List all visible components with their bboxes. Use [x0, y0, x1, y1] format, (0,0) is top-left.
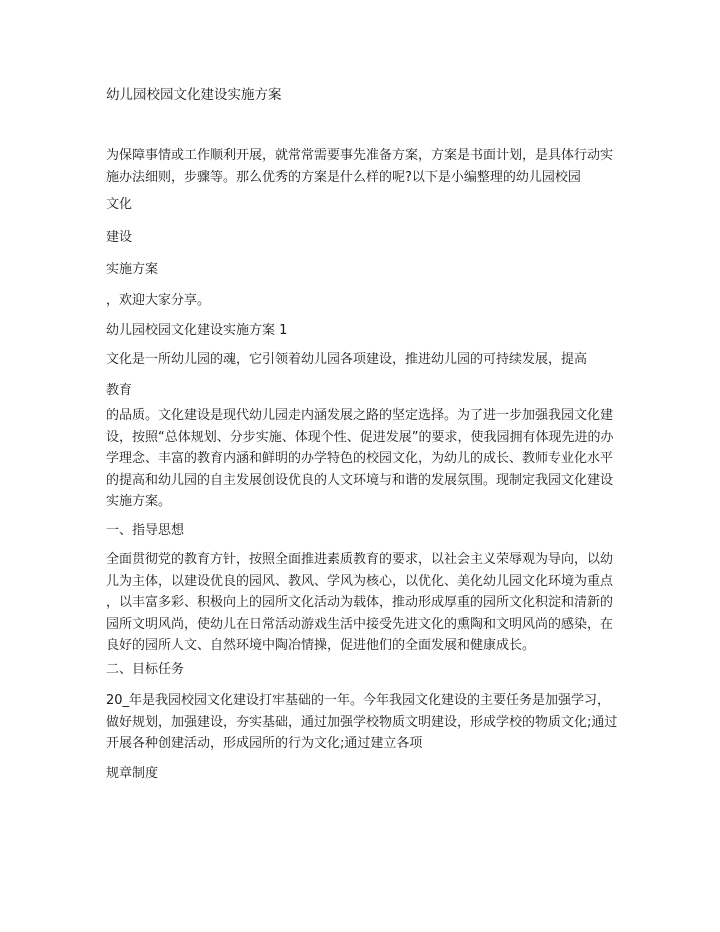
text-line: 园所文明风尚，使幼儿在日常活动游戏生活中接受先进文化的熏陶和文明风尚的感染，在 — [106, 616, 614, 632]
text-line: 文化是一所幼儿园的魂，它引领着幼儿园各项建设，推进幼儿园的可持续发展，提高 — [106, 352, 588, 367]
text-fragment-share: ，欢迎大家分享。 — [106, 293, 211, 308]
text-fragment-jianshe: 建设 — [106, 230, 133, 245]
text-line: 教育 — [106, 383, 133, 398]
intro-paragraph — [106, 145, 621, 188]
text-line: 全面贯彻党的教育方针，按照全面推进素质教育的要求，以社会主义荣辱观为导向，以幼 — [106, 552, 614, 567]
text-fragment-wenhua: 文化 — [106, 197, 133, 212]
text-line: 儿为主体，以建设优良的园风、教风、学风为核心，以优化、美化幼儿园文化环境为重点 — [106, 573, 614, 589]
text-line: 设，按照“总体规划、分步实施、体现个性、促进发展”的要求，使我园拥有体现先进的办 — [106, 429, 614, 445]
paragraph-goals-tasks — [106, 690, 621, 755]
text-line: 20_年是我园校园文化建设打牢基础的一年。今年我园文化建设的主要任务是加强学习， — [106, 693, 611, 708]
text-line: 实施方案。 — [106, 494, 172, 509]
paragraph-quality — [106, 405, 621, 513]
paragraph-guiding-ideology — [106, 549, 621, 657]
section-title: 幼儿园校园文化建设实施方案 1 — [106, 323, 288, 338]
heading-guiding-ideology: 一、指导思想 — [106, 523, 185, 538]
text-line: 为保障事情或工作顺利开展，就常常需要事先准备方案，方案是书面计划，是具体行动实 — [106, 148, 614, 163]
text-line: ，以丰富多彩、积极向上的园所文化活动为载体，推动形成厚重的园所文化积淀和清新的 — [106, 595, 614, 610]
text-line: 的品质。文化建设是现代幼儿园走内涵发展之路的坚定选择。为了进一步加强我园文化建 — [106, 408, 614, 423]
text-line: 做好规划，加强建设，夯实基础，通过加强学校物质文明建设，形成学校的物质文化;通过 — [106, 714, 618, 730]
text-fragment-guizhang: 规章制度 — [106, 766, 159, 781]
text-fragment-shishifangan: 实施方案 — [106, 262, 159, 277]
text-line: 开展各种创建活动，形成园所的行为文化;通过建立各项 — [106, 736, 423, 751]
document-title: 幼儿园校园文化建设实施方案 — [106, 87, 282, 103]
text-line: 的提高和幼儿园的自主发展创设优良的人文环境与和谐的发展氛围。现制定我园文化建设 — [106, 472, 614, 488]
text-line: 良好的园所人文、自然环境中陶冶情操，促进他们的全面发展和健康成长。 — [106, 638, 536, 653]
heading-goals-tasks: 二、目标任务 — [106, 662, 185, 677]
text-line: 学理念、丰富的教育内涵和鲜明的办学特色的校园文化，为幼儿的成长、教师专业化水平 — [106, 451, 614, 466]
text-line: 施办法细则，步骤等。那么优秀的方案是什么样的呢?以下是小编整理的幼儿园校园 — [106, 169, 581, 185]
